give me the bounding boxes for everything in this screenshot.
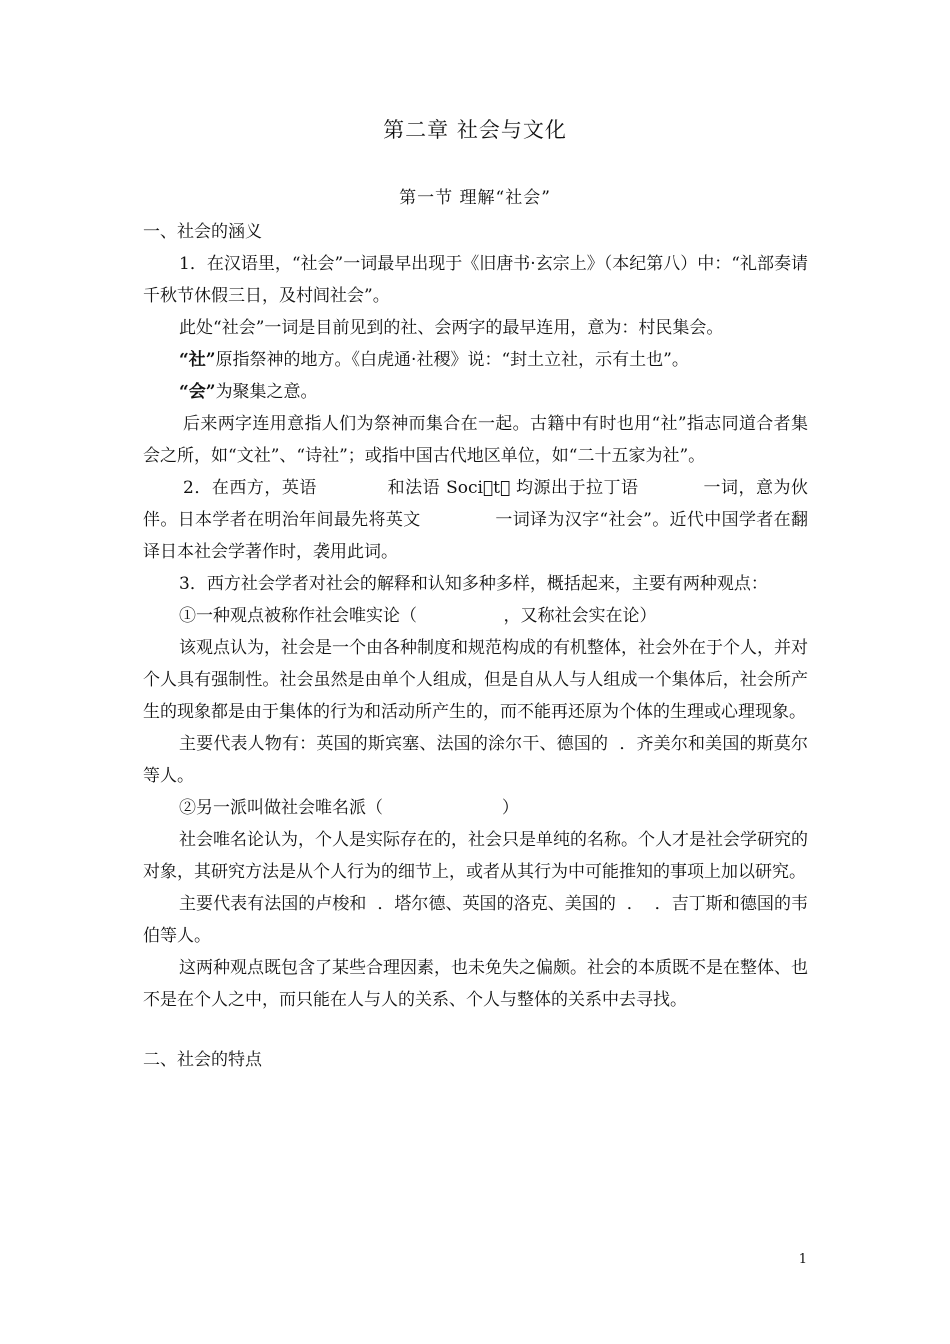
paragraph-11: ②另一派叫做社会唯名派（ ） xyxy=(179,798,519,818)
paragraph-4 xyxy=(143,376,808,408)
paragraph-2: 此处“社会”一词是目前见到的社、会两字的最早连用，意为：村民集会。 xyxy=(179,318,724,338)
paragraph-14: 这两种观点既包含了某些合理因素，也未免失之偏颇。社会的本质既不是在整体、也不是在个人之中，而只能在人与人的关系、个人与整体的关系中去寻找。 xyxy=(143,958,808,1010)
chapter-title: 第二章 社会与文化 xyxy=(383,118,567,142)
paragraph-3-text: 原指祭神的地方。《白虎通·社稷》说：“封土立社，示有土也”。 xyxy=(215,350,689,370)
paragraph-3 xyxy=(143,344,808,376)
term-hui: “会” xyxy=(179,382,216,402)
document-body xyxy=(143,216,808,1076)
heading-social-meaning: 一、社会的涵义 xyxy=(143,222,262,242)
term-she: “社” xyxy=(179,350,216,370)
paragraph-13: 主要代表有法国的卢梭和 ．塔尔德、英国的洛克、美国的 ． ．吉丁斯和德国的韦伯等人。 xyxy=(143,894,808,946)
paragraph-12: 社会唯名论认为，个人是实际存在的，社会只是单纯的名称。个人才是社会学研究的对象，其研究方法是从个人行为的细节上，或者从其行为中可能推知的事项上加以研究。 xyxy=(143,830,808,882)
heading-social-features: 二、社会的特点 xyxy=(143,1050,262,1070)
page-number: 1 xyxy=(798,1252,807,1267)
paragraph-1: 1．在汉语里，“社会”一词最早出现于《旧唐书·玄宗上》（本纪第八）中：“礼部奏请千秋节休假三日，及村闾社会”。 xyxy=(143,254,808,306)
paragraph-5: 后来两字连用意指人们为祭神而集合在一起。古籍中有时也用“社”指志同道合者集会之所，如“文社”、“诗社”；或指中国古代地区单位，如“二十五家为社”。 xyxy=(143,414,808,466)
paragraph-6: 2．在西方，英语 和法语 Soci t  均源出于拉丁语 一词，意为伙伴。日本学者在明治年间最先将英文 一词译为汉字“社会”。近代中国学者在翻译日本社会学著作时，袭用此词。 xyxy=(143,478,808,562)
paragraph-8: ①一种观点被称作社会唯实论（ ，又称社会实在论） xyxy=(179,606,657,626)
section-title: 第一节 理解“社会” xyxy=(399,188,551,208)
paragraph-9: 该观点认为，社会是一个由各种制度和规范构成的有机整体，社会外在于个人，并对个人具有强制性。社会虽然是由单个人组成，但是自从人与人组成一个集体后，社会所产生的现象都是由于集体的行为和活动所产生的，而不能再还原为个体的生理或心理现象。 xyxy=(143,638,808,722)
paragraph-10: 主要代表人物有：英国的斯宾塞、法国的涂尔干、德国的 ．齐美尔和美国的斯莫尔等人。 xyxy=(143,734,808,786)
paragraph-4-text: 为聚集之意。 xyxy=(215,382,318,402)
paragraph-7: 3．西方社会学者对社会的解释和认知多种多样，概括起来，主要有两种观点： xyxy=(179,574,768,594)
